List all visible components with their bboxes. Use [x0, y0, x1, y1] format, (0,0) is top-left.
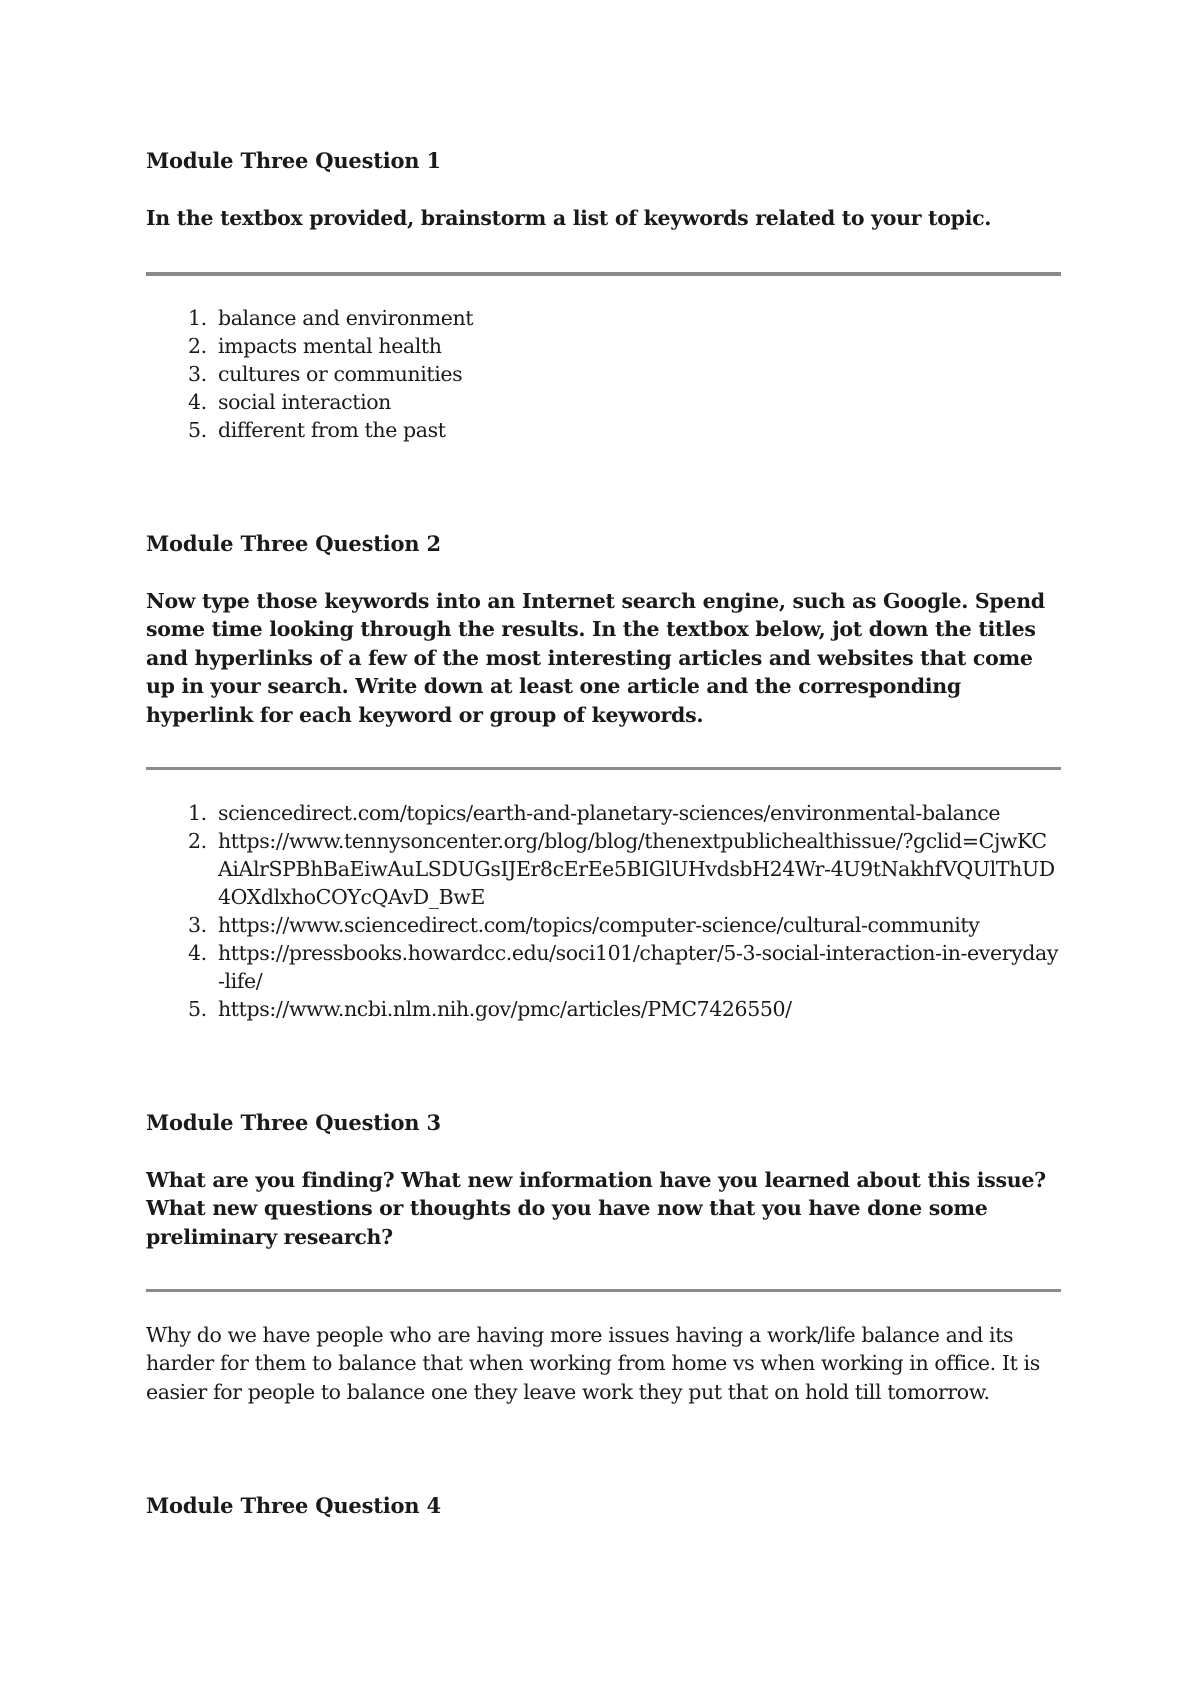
q3-prompt: What are you finding? What new information have you learned about this issue? What new questions or thoughts do you have now that you have done some preliminary research? [146, 1168, 1046, 1249]
q2-heading: Module Three Question 2 [146, 531, 441, 556]
q3-heading: Module Three Question 3 [146, 1110, 441, 1135]
list-item: 1. sciencedirect.com/topics/earth-and-planetary-sciences/environmental-balance [188, 801, 1001, 825]
q1-prompt: In the textbox provided, brainstorm a list of keywords related to your topic. [146, 206, 992, 230]
q3-divider [146, 1289, 1061, 1292]
q2-prompt: Now type those keywords into an Internet search engine, such as Google. Spend some time looking through the results. In the textbox below, jot down the titles and hyperlinks of a few of the most interesting articles and websites that come up in your search. Write down at least one article and the corresponding hyperlink for each keyword or group of keywords. [146, 589, 1045, 727]
q1-answer-list [146, 304, 1061, 444]
q1-divider [146, 272, 1061, 276]
list-item: 4. social interaction [188, 390, 391, 414]
list-item: 5. https://www.ncbi.nlm.nih.gov/pmc/articles/PMC7426550/ [188, 997, 792, 1021]
q3-answer: Why do we have people who are having more issues having a work/life balance and its harder for them to balance that when working from home vs when working in office. It is easier for people to balance one they leave work they put that on hold till tomorrow. [146, 1323, 1040, 1404]
list-item: 3. cultures or communities [188, 362, 463, 386]
list-item: 2. https://www.tennysoncenter.org/blog/blog/thenextpublichealthissue/?gclid=CjwKCAiAlrSPBhBaEiwAuLSDUGsIJEr8cErEe5BIGlUHvdsbH24Wr-4U9tNakhfVQUlThUD4OXdlxhoCOYcQAvD_BwE [188, 829, 1055, 909]
q2-divider [146, 767, 1061, 770]
q2-answer-list [146, 799, 1061, 1023]
list-item: 3. https://www.sciencedirect.com/topics/computer-science/cultural-community [188, 913, 980, 937]
list-item: 1. balance and environment [188, 306, 474, 330]
list-item: 5. different from the past [188, 418, 446, 442]
list-item: 2. impacts mental health [188, 334, 442, 358]
q1-heading: Module Three Question 1 [146, 148, 441, 173]
list-item: 4. https://pressbooks.howardcc.edu/soci101/chapter/5-3-social-interaction-in-everyday-life/ [188, 941, 1059, 993]
q4-heading: Module Three Question 4 [146, 1493, 441, 1518]
